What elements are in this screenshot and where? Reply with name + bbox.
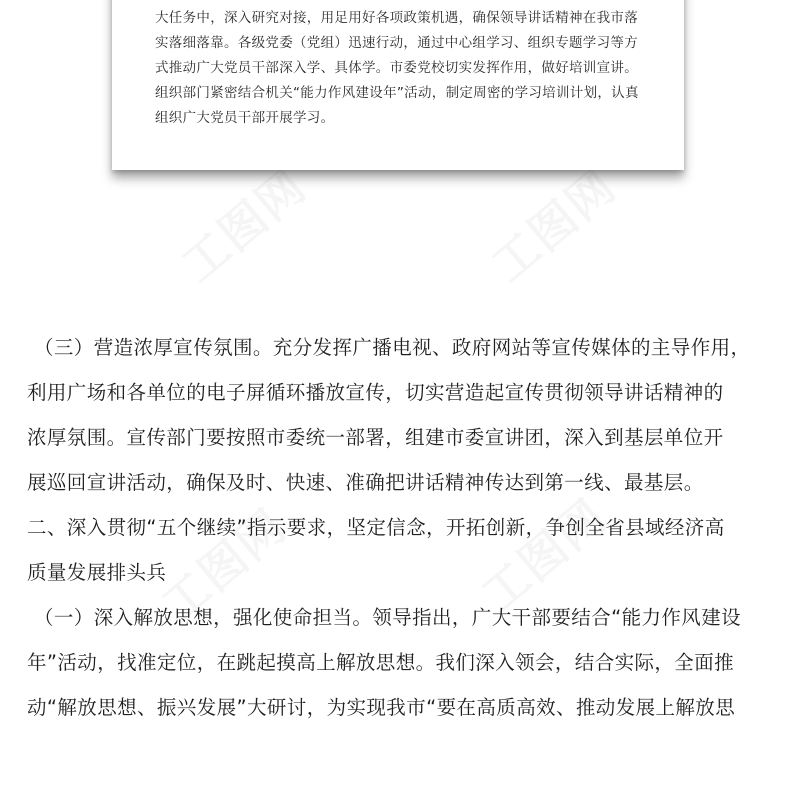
section-heading-line: 二、深入贯彻“五个继续”指示要求，坚定信念，开拓创新，争创全省县域经济高 xyxy=(27,516,725,539)
watermark-logo: 工图网 xyxy=(481,158,627,293)
paragraph-line: 展巡回宣讲活动，确保及时、快速、准确把讲话精神传达到第一线、最基层。 xyxy=(27,471,704,494)
paragraph-line: 浓厚氛围。宣传部门要按照市委统一部署，组建市委宣讲团，深入到基层单位开 xyxy=(27,426,724,449)
section-heading-line: 质量发展排头兵 xyxy=(27,561,167,584)
document-body xyxy=(0,325,800,730)
watermark-logo: 工图网 xyxy=(171,158,317,293)
card-text-line: 组织部门紧密结合机关“能力作风建设年”活动，制定周密的学习培训计划，认真 xyxy=(155,85,639,101)
card-text-line: 组织广大党员干部开展学习。 xyxy=(155,110,335,126)
document-page-preview xyxy=(112,0,684,170)
paragraph-line: （三）营造浓厚宣传氛围。充分发挥广播电视、政府网站等宣传媒体的主导作用， xyxy=(34,336,751,359)
paragraph-line: 年”活动，找准定位，在跳起摸高上解放思想。我们深入领会，结合实际，全面推 xyxy=(27,651,735,674)
watermark-logo: 工图网 xyxy=(151,498,297,633)
paragraph-line: 动“解放思想、振兴发展”大研讨，为实现我市“要在高质高效、推动发展上解放思 xyxy=(27,696,736,719)
card-text-line: 实落细落靠。各级党委（党组）迅速行动，通过中心组学习、组织专题学习等方 xyxy=(155,35,638,51)
card-text-line: 式推动广大党员干部深入学、具体学。市委党校切实发挥作用，做好培训宣讲。 xyxy=(155,60,638,76)
card-text-line: 大任务中，深入研究对接，用足用好各项政策机遇，确保领导讲话精神在我市落 xyxy=(155,10,638,26)
paragraph-line: （一）深入解放思想，强化使命担当。领导指出，广大干部要结合“能力作风建设 xyxy=(34,606,742,629)
watermark-logo: 工图网 xyxy=(471,488,617,623)
paragraph-line: 利用广场和各单位的电子屏循环播放宣传，切实营造起宣传贯彻领导讲话精神的 xyxy=(27,381,724,404)
